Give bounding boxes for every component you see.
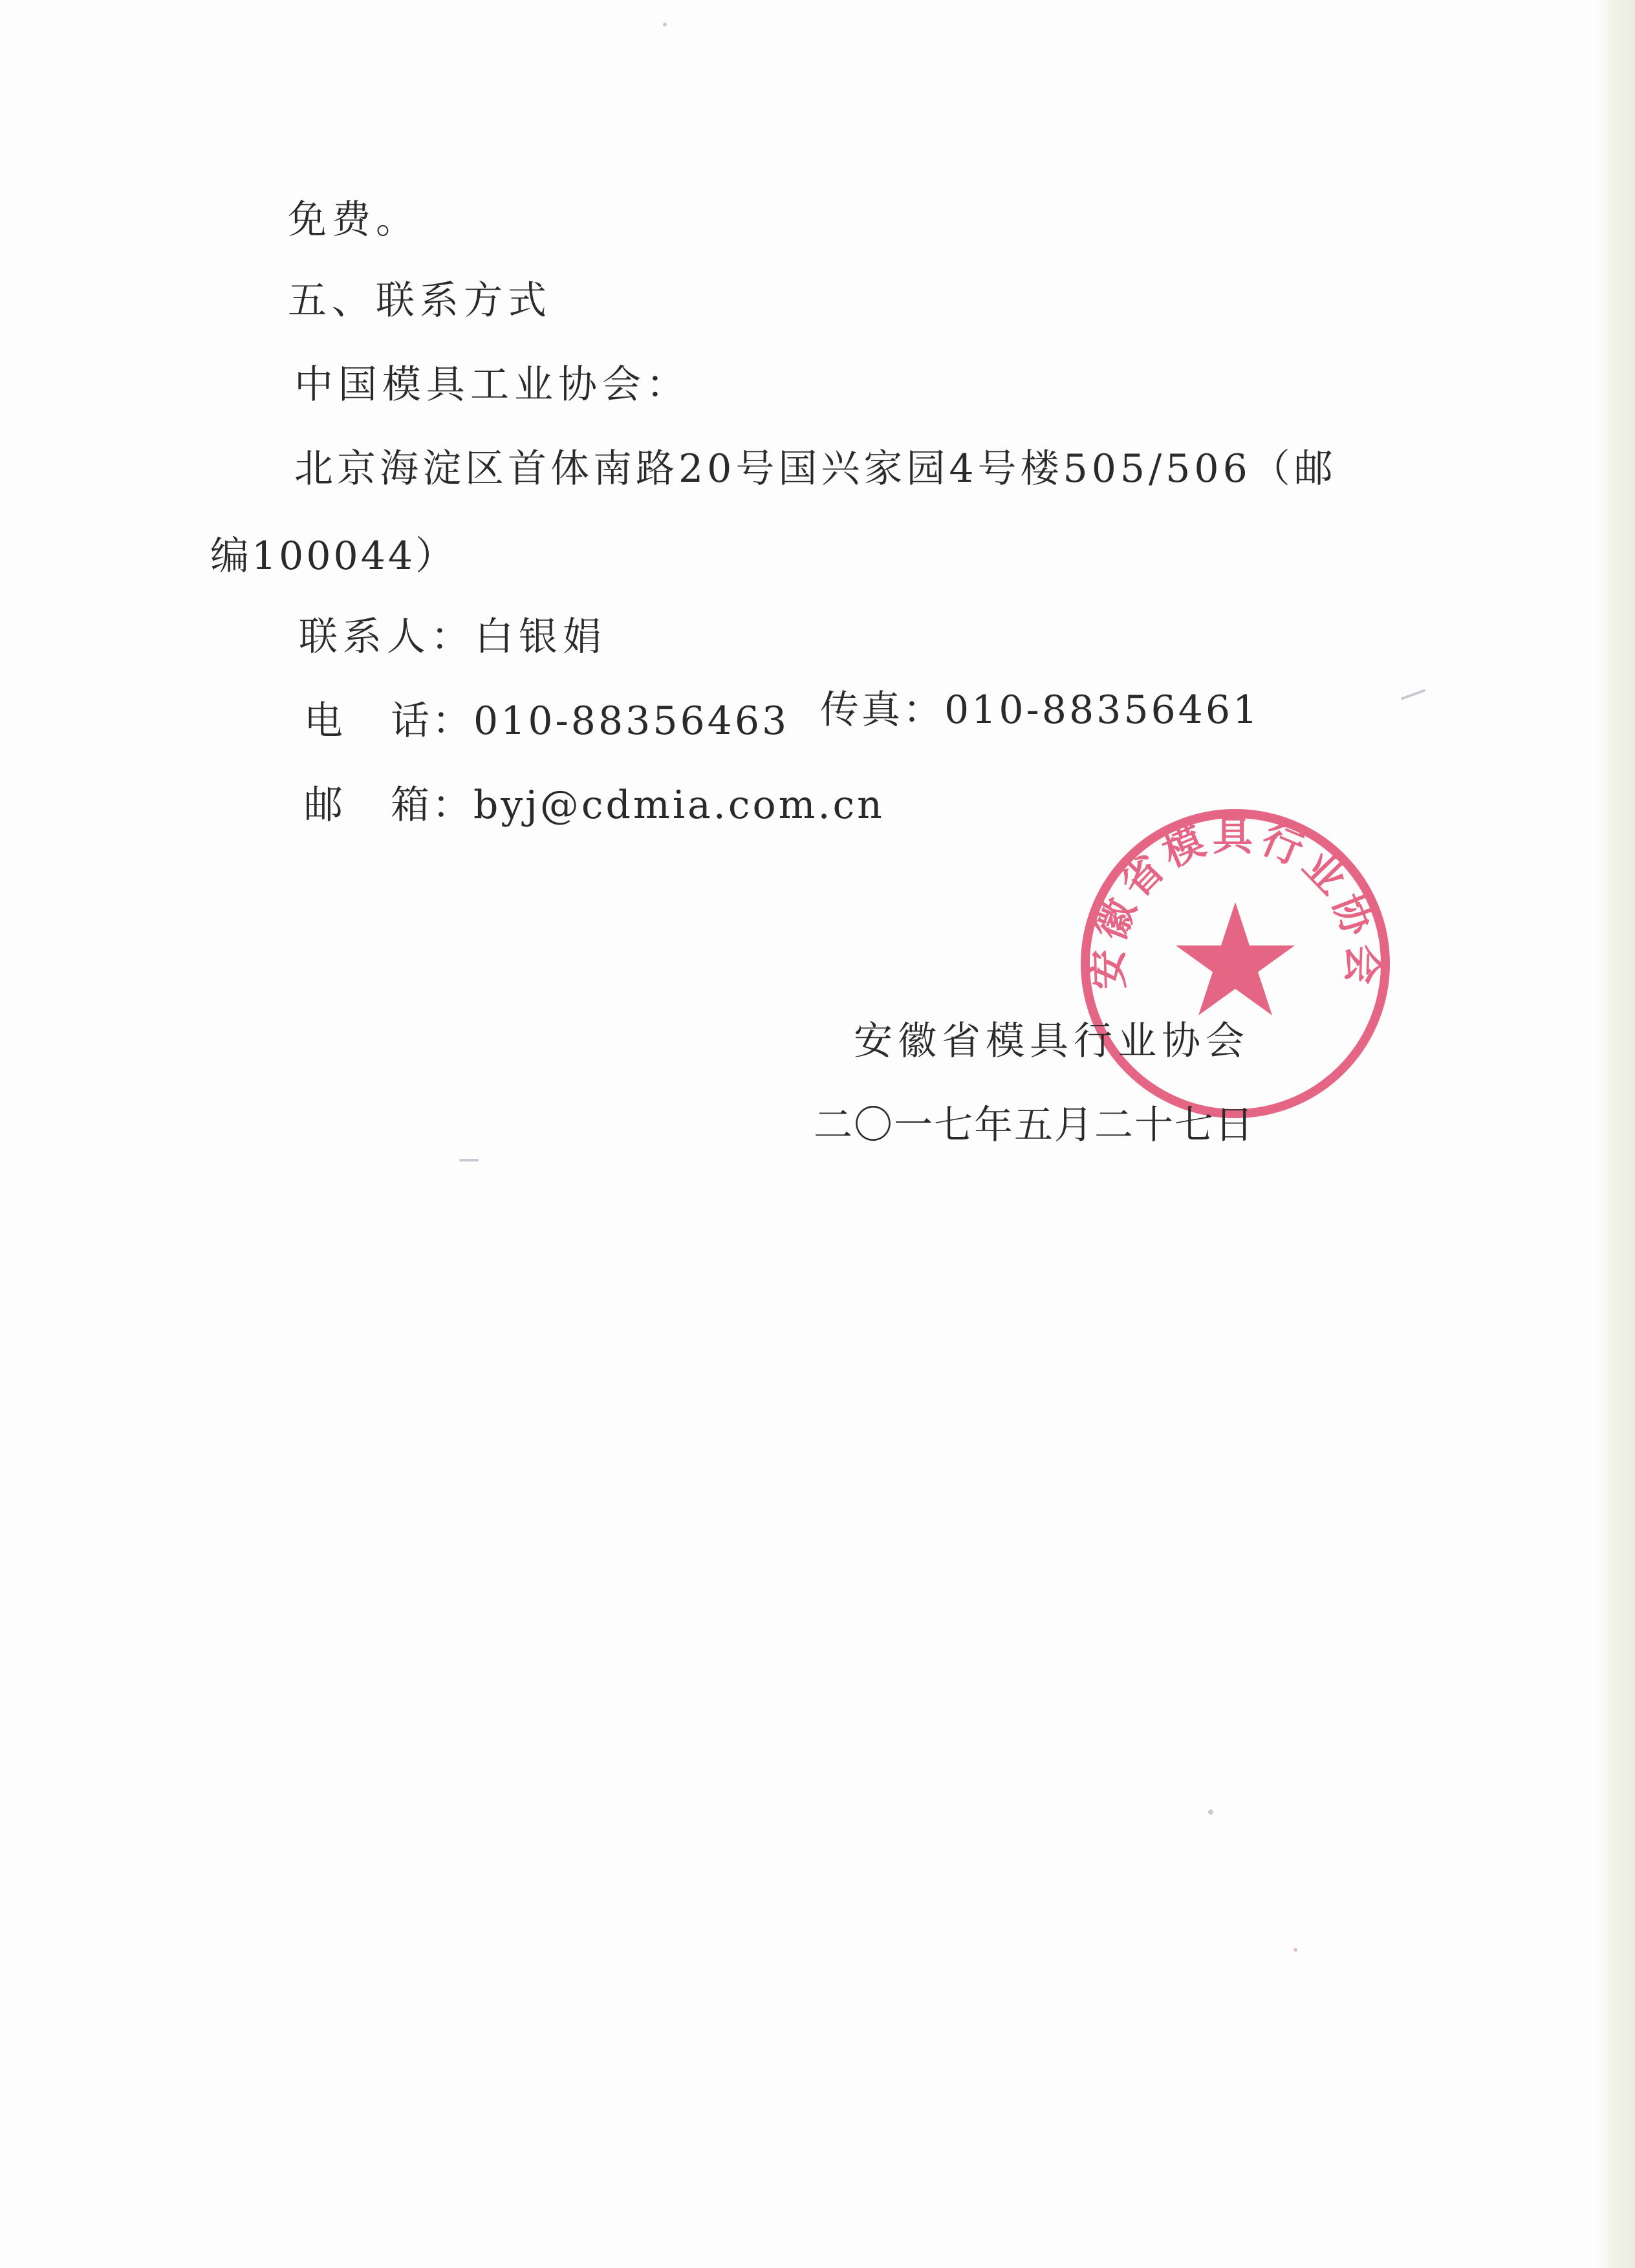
email-line [304,779,885,831]
address-line-2: 编100044） [210,534,457,579]
org-name: 中国模具工业协会： [294,362,690,407]
email-label-b: 箱： [391,783,473,828]
scan-speck [1208,1809,1213,1815]
fax-line [820,684,1260,736]
free-line: 免费。 [288,197,420,243]
contact-name: 白银娟 [475,614,607,660]
scan-speck [663,23,667,27]
scan-speck [1294,1948,1297,1952]
fax-label: 传真： [820,687,944,733]
address-line-1: 北京海淀区首体南路20号国兴家园4号楼505/506（邮 [294,446,1337,491]
signature-date: 二〇一七年五月二十七日 [814,1103,1255,1148]
phone-label-a: 电 [304,698,345,744]
scan-speck [1401,689,1426,700]
fax-value: 010-88356461 [944,687,1261,733]
contact-label: 联系人： [299,614,475,660]
scan-edge [1596,0,1635,2268]
phone-value: 010-88356463 [473,698,790,744]
email-value: byj@cdmia.com.cn [473,783,885,828]
phone-label-b: 话： [391,698,473,744]
contact-person-line [299,611,607,663]
seal-star-icon [1176,902,1295,1015]
scan-speck [459,1159,479,1161]
section-title: 五、联系方式 [288,278,552,323]
signature-org: 安徽省模具行业协会 [854,1019,1250,1064]
phone-line [304,695,789,747]
official-seal [1074,802,1397,1125]
seal-text: 安徽省模具行业协会 [1084,812,1387,991]
email-label-a: 邮 [304,783,345,828]
